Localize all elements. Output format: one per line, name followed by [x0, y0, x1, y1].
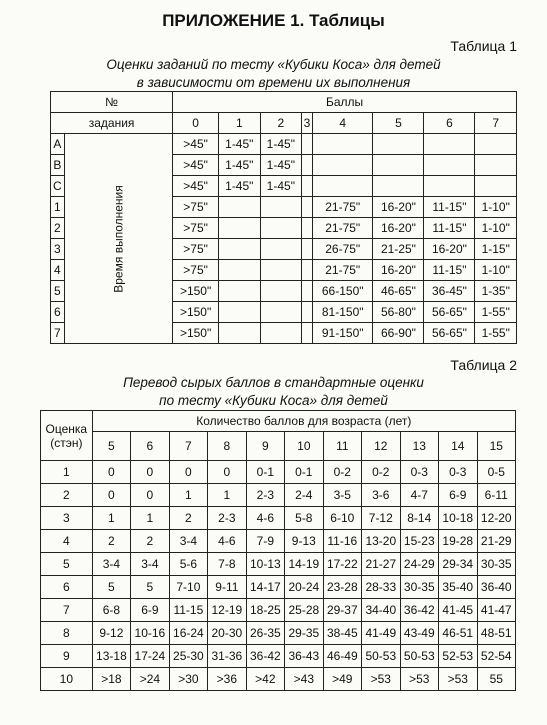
table2-cell: 0-1 — [285, 461, 323, 484]
table2-cell: 36-42 — [400, 599, 438, 622]
table2-cell: 10-13 — [246, 553, 284, 576]
table2-cell: 4-6 — [246, 507, 284, 530]
table2-cell: 29-35 — [285, 622, 323, 645]
table2-cell: >24 — [131, 668, 169, 691]
table2-cell: 0-2 — [323, 461, 361, 484]
table2-cell: 50-53 — [400, 645, 438, 668]
table1-cell: 16-20" — [373, 260, 424, 281]
table1-header-row — [51, 92, 517, 113]
table2-cell: 16-24 — [169, 622, 207, 645]
table2-cell: 7-10 — [169, 576, 207, 599]
table2-cell: 20-24 — [285, 576, 323, 599]
table2-row — [41, 576, 516, 599]
table2-cell: 28-33 — [362, 576, 400, 599]
table2-cell: 12-20 — [477, 507, 516, 530]
table1-cell — [302, 218, 313, 239]
table2-cell: 2-3 — [208, 507, 246, 530]
stanine-header — [41, 411, 93, 461]
table1-cell: >45" — [173, 134, 219, 155]
table2-cell: 6-8 — [92, 599, 130, 622]
table2-cell: 17-24 — [131, 645, 169, 668]
table2-cell: 46-51 — [439, 622, 477, 645]
table1-cell — [424, 134, 475, 155]
table2-cell: 36-40 — [477, 576, 516, 599]
table1-cell: 16-20" — [373, 218, 424, 239]
table1-cell — [302, 134, 313, 155]
table1-cell — [219, 197, 261, 218]
table2-row — [41, 507, 516, 530]
table2-cell: 29-37 — [323, 599, 361, 622]
table2-cell: 17-22 — [323, 553, 361, 576]
table1-cell: >150" — [173, 323, 219, 344]
table1-cell — [260, 302, 302, 323]
table1-cell: 1-45" — [260, 155, 302, 176]
table2-cell: 5 — [92, 576, 130, 599]
table1-cell: 21-75" — [312, 197, 372, 218]
table2-cell: >53 — [400, 668, 438, 691]
table1-cell: 56-65" — [424, 302, 475, 323]
table2-cell: 41-45 — [439, 599, 477, 622]
table1-cell — [219, 218, 261, 239]
table2-cell: >42 — [246, 668, 284, 691]
points-header: Баллы — [173, 92, 517, 113]
table1-cell: 1-55" — [475, 323, 517, 344]
table2-cell: 7-12 — [362, 507, 400, 530]
table2-caption-line1: Перевод сырых баллов в стандартные оценки — [123, 375, 424, 390]
table2-cell: 25-28 — [285, 599, 323, 622]
table2-cell: 41-49 — [362, 622, 400, 645]
table2-cell: 19-28 — [439, 530, 477, 553]
table1-cell: >75" — [173, 218, 219, 239]
table1-cell — [219, 260, 261, 281]
table2 — [40, 410, 516, 691]
table2-cell: 30-35 — [477, 553, 516, 576]
table1-cell: >150" — [173, 281, 219, 302]
stanine-label: 8 — [41, 622, 93, 645]
table2-cell: 3-4 — [169, 530, 207, 553]
time-label: Время выполнения — [111, 184, 126, 293]
age-column-header: 8 — [208, 432, 246, 461]
score-column-header: 2 — [260, 113, 302, 134]
stanine-label: 10 — [41, 668, 93, 691]
table1-cell: 21-75" — [312, 260, 372, 281]
table2-header-row — [41, 411, 516, 432]
table1-cell: 66-150" — [312, 281, 372, 302]
table2-cell: 9-13 — [285, 530, 323, 553]
table2-cell: 12-19 — [208, 599, 246, 622]
table1-cell: 1-45" — [260, 176, 302, 197]
table2-cell: >18 — [92, 668, 130, 691]
table1-cell — [302, 323, 313, 344]
table2-cell: 14-19 — [285, 553, 323, 576]
table2-caption — [0, 374, 547, 410]
table1-cell: >75" — [173, 260, 219, 281]
table2-cell: 4-6 — [208, 530, 246, 553]
table2-cell: 0 — [92, 461, 130, 484]
table2-row — [41, 553, 516, 576]
age-column-header: 15 — [477, 432, 516, 461]
table2-cell: 11-16 — [323, 530, 361, 553]
stanine-header-line1: Оценка — [45, 421, 88, 436]
table2-cell: 30-35 — [400, 576, 438, 599]
stanine-label: 9 — [41, 645, 93, 668]
table2-cell: 36-42 — [246, 645, 284, 668]
table2-label: Таблица 2 — [450, 357, 517, 373]
table2-cell: 13-18 — [92, 645, 130, 668]
table2-cell: 21-27 — [362, 553, 400, 576]
table2-cell: 20-30 — [208, 622, 246, 645]
table2-cell: 2-4 — [285, 484, 323, 507]
table1-cell: 11-15" — [424, 260, 475, 281]
table2-cell: >49 — [323, 668, 361, 691]
task-label: 6 — [51, 302, 65, 323]
age-column-header: 7 — [169, 432, 207, 461]
table2-cell: 10-18 — [439, 507, 477, 530]
table2-cell: >53 — [362, 668, 400, 691]
score-column-header: 4 — [312, 113, 372, 134]
table1-cell — [312, 134, 372, 155]
table2-cell: 48-51 — [477, 622, 516, 645]
task-number-header-line2: задания — [51, 113, 173, 134]
table2-cell: 34-40 — [362, 599, 400, 622]
table2-cell: 9-11 — [208, 576, 246, 599]
table2-cell: 24-29 — [400, 553, 438, 576]
table1-cell: 46-65" — [373, 281, 424, 302]
table1-cell — [302, 176, 313, 197]
table2-cell: 0-5 — [477, 461, 516, 484]
score-column-header: 5 — [373, 113, 424, 134]
table2-cell: 6-11 — [477, 484, 516, 507]
table2-cell: 5 — [131, 576, 169, 599]
table2-cell: 10-16 — [131, 622, 169, 645]
table2-cell: 13-20 — [362, 530, 400, 553]
table1-cell — [219, 239, 261, 260]
table2-cell: 0 — [208, 461, 246, 484]
table1-caption-line2: в зависимости от времени их выполнения — [136, 75, 411, 90]
stanine-label: 7 — [41, 599, 93, 622]
score-column-header: 7 — [475, 113, 517, 134]
task-label: В — [51, 155, 65, 176]
table1-caption-line1: Оценки заданий по тесту «Кубики Коса» для детей — [106, 57, 441, 72]
table1-cell — [475, 176, 517, 197]
table2-cell: 0-1 — [246, 461, 284, 484]
table1-cell: 81-150" — [312, 302, 372, 323]
table2-cell: 38-45 — [323, 622, 361, 645]
table2-cell: 6-9 — [131, 599, 169, 622]
table1-cell: >150" — [173, 302, 219, 323]
table1-cell: 1-15" — [475, 239, 517, 260]
table2-cell: 0 — [92, 484, 130, 507]
table2-cell: 31-36 — [208, 645, 246, 668]
stanine-header-line2: (стэн) — [50, 435, 83, 450]
table1-cell: 16-20" — [424, 239, 475, 260]
table1-cell — [373, 155, 424, 176]
table2-cell: 35-40 — [439, 576, 477, 599]
table2-cell: 1 — [208, 484, 246, 507]
age-header: Количество баллов для возраста (лет) — [92, 411, 515, 432]
table2-cell: 6-10 — [323, 507, 361, 530]
table1-row — [51, 134, 517, 155]
table1-cell — [302, 302, 313, 323]
table2-row — [41, 530, 516, 553]
table2-cell: 3-4 — [131, 553, 169, 576]
table1-cell — [260, 239, 302, 260]
stanine-label: 6 — [41, 576, 93, 599]
table1-cell — [373, 176, 424, 197]
table2-cell: 3-6 — [362, 484, 400, 507]
table2-cell: 6-9 — [439, 484, 477, 507]
table2-cell: 3-4 — [92, 553, 130, 576]
table2-cell: >30 — [169, 668, 207, 691]
table2-cell: 1 — [169, 484, 207, 507]
table2-cell: 0 — [169, 461, 207, 484]
table1-cell — [302, 239, 313, 260]
table2-cell: >36 — [208, 668, 246, 691]
table1-cell — [219, 281, 261, 302]
table2-cell: 18-25 — [246, 599, 284, 622]
task-label: 1 — [51, 197, 65, 218]
table1-cell: >75" — [173, 197, 219, 218]
table2-cell: 46-49 — [323, 645, 361, 668]
table1-cell: 1-55" — [475, 302, 517, 323]
table2-row — [41, 599, 516, 622]
table2-cell: 26-35 — [246, 622, 284, 645]
table1-cell: 21-75" — [312, 218, 372, 239]
table1-cell: 1-45" — [219, 176, 261, 197]
table2-cell: 43-49 — [400, 622, 438, 645]
stanine-label: 1 — [41, 461, 93, 484]
table2-cell: 1 — [92, 507, 130, 530]
table2-cell: 8-14 — [400, 507, 438, 530]
task-label: 7 — [51, 323, 65, 344]
table1-cell — [475, 134, 517, 155]
table1-cell — [302, 197, 313, 218]
table1-cell: >45" — [173, 176, 219, 197]
table1-cell: 11-15" — [424, 197, 475, 218]
table1-cell — [260, 281, 302, 302]
table1-cell — [219, 302, 261, 323]
table1-cell — [302, 155, 313, 176]
table2-cell: 2 — [92, 530, 130, 553]
table1-cell: 1-45" — [260, 134, 302, 155]
table2-row — [41, 461, 516, 484]
table1-cell — [260, 260, 302, 281]
table2-row — [41, 484, 516, 507]
table2-cell: 0-2 — [362, 461, 400, 484]
table1-cell — [312, 176, 372, 197]
table1-header-row — [51, 113, 517, 134]
age-column-header: 6 — [131, 432, 169, 461]
table2-cell: 7-8 — [208, 553, 246, 576]
table1-cell — [260, 218, 302, 239]
table1-cell: 1-10" — [475, 218, 517, 239]
table2-cell: 2 — [169, 507, 207, 530]
table2-cell: 2-3 — [246, 484, 284, 507]
table1-cell: >75" — [173, 239, 219, 260]
table2-age-row — [41, 432, 516, 461]
table1-cell — [302, 281, 313, 302]
table1-cell: 36-45" — [424, 281, 475, 302]
table2-cell: 7-9 — [246, 530, 284, 553]
table2-row — [41, 622, 516, 645]
table2-cell: 9-12 — [92, 622, 130, 645]
table2-cell: 52-54 — [477, 645, 516, 668]
table2-cell: 14-17 — [246, 576, 284, 599]
task-label: С — [51, 176, 65, 197]
table1-cell: 91-150" — [312, 323, 372, 344]
table2-cell: 41-47 — [477, 599, 516, 622]
table1-cell — [260, 197, 302, 218]
table2-cell: >53 — [439, 668, 477, 691]
score-column-header: 1 — [219, 113, 261, 134]
table2-row — [41, 645, 516, 668]
table1-caption — [0, 56, 547, 92]
table2-row — [41, 668, 516, 691]
table2-cell: 0-3 — [400, 461, 438, 484]
stanine-label: 4 — [41, 530, 93, 553]
table1-cell: 56-65" — [424, 323, 475, 344]
table2-cell: 5-6 — [169, 553, 207, 576]
table2-cell: 50-53 — [362, 645, 400, 668]
task-label: А — [51, 134, 65, 155]
table2-cell: 15-23 — [400, 530, 438, 553]
age-column-header: 11 — [323, 432, 361, 461]
age-column-header: 12 — [362, 432, 400, 461]
table1-cell — [219, 323, 261, 344]
table1-cell — [312, 155, 372, 176]
table2-cell: >43 — [285, 668, 323, 691]
table2-cell: 2 — [131, 530, 169, 553]
score-column-header: 3 — [302, 113, 313, 134]
task-label: 3 — [51, 239, 65, 260]
stanine-label: 5 — [41, 553, 93, 576]
table1-cell — [475, 155, 517, 176]
age-column-header: 9 — [246, 432, 284, 461]
table2-cell: 23-28 — [323, 576, 361, 599]
page-title: ПРИЛОЖЕНИЕ 1. Таблицы — [162, 11, 385, 30]
table1-cell — [302, 260, 313, 281]
table1-cell — [424, 155, 475, 176]
task-label: 4 — [51, 260, 65, 281]
table1-cell: >45" — [173, 155, 219, 176]
table1-cell: 11-15" — [424, 218, 475, 239]
table1-label: Таблица 1 — [450, 38, 517, 54]
stanine-label: 2 — [41, 484, 93, 507]
table2-cell: 0 — [131, 461, 169, 484]
table1-cell: 1-45" — [219, 155, 261, 176]
table1-cell: 16-20" — [373, 197, 424, 218]
table1-cell: 26-75" — [312, 239, 372, 260]
table2-cell: 52-53 — [439, 645, 477, 668]
score-column-header: 0 — [173, 113, 219, 134]
age-column-header: 13 — [400, 432, 438, 461]
stanine-label: 3 — [41, 507, 93, 530]
task-label: 5 — [51, 281, 65, 302]
age-column-header: 5 — [92, 432, 130, 461]
table1-cell: 66-90" — [373, 323, 424, 344]
table1-cell: 1-35" — [475, 281, 517, 302]
table1-cell — [373, 134, 424, 155]
table2-caption-line2: по тесту «Кубики Коса» для детей — [159, 393, 388, 408]
table1 — [50, 91, 517, 344]
table1-cell: 1-10" — [475, 197, 517, 218]
table2-cell: 36-43 — [285, 645, 323, 668]
table2-cell: 5-8 — [285, 507, 323, 530]
table1-cell — [260, 323, 302, 344]
age-column-header: 14 — [439, 432, 477, 461]
table1-cell: 1-45" — [219, 134, 261, 155]
table2-cell: 1 — [131, 507, 169, 530]
table1-cell — [424, 176, 475, 197]
table2-cell: 25-30 — [169, 645, 207, 668]
table2-cell: 21-29 — [477, 530, 516, 553]
table2-cell: 0 — [131, 484, 169, 507]
time-label-cell — [64, 134, 172, 344]
table2-cell: 29-34 — [439, 553, 477, 576]
table2-cell: 11-15 — [169, 599, 207, 622]
table1-cell: 21-25" — [373, 239, 424, 260]
table1-cell: 1-10" — [475, 260, 517, 281]
age-column-header: 10 — [285, 432, 323, 461]
table2-cell: 4-7 — [400, 484, 438, 507]
task-label: 2 — [51, 218, 65, 239]
table2-cell: 3-5 — [323, 484, 361, 507]
task-number-header: № — [51, 92, 173, 113]
table2-cell: 0-3 — [439, 461, 477, 484]
score-column-header: 6 — [424, 113, 475, 134]
table1-cell: 56-80" — [373, 302, 424, 323]
table2-cell: 55 — [477, 668, 516, 691]
